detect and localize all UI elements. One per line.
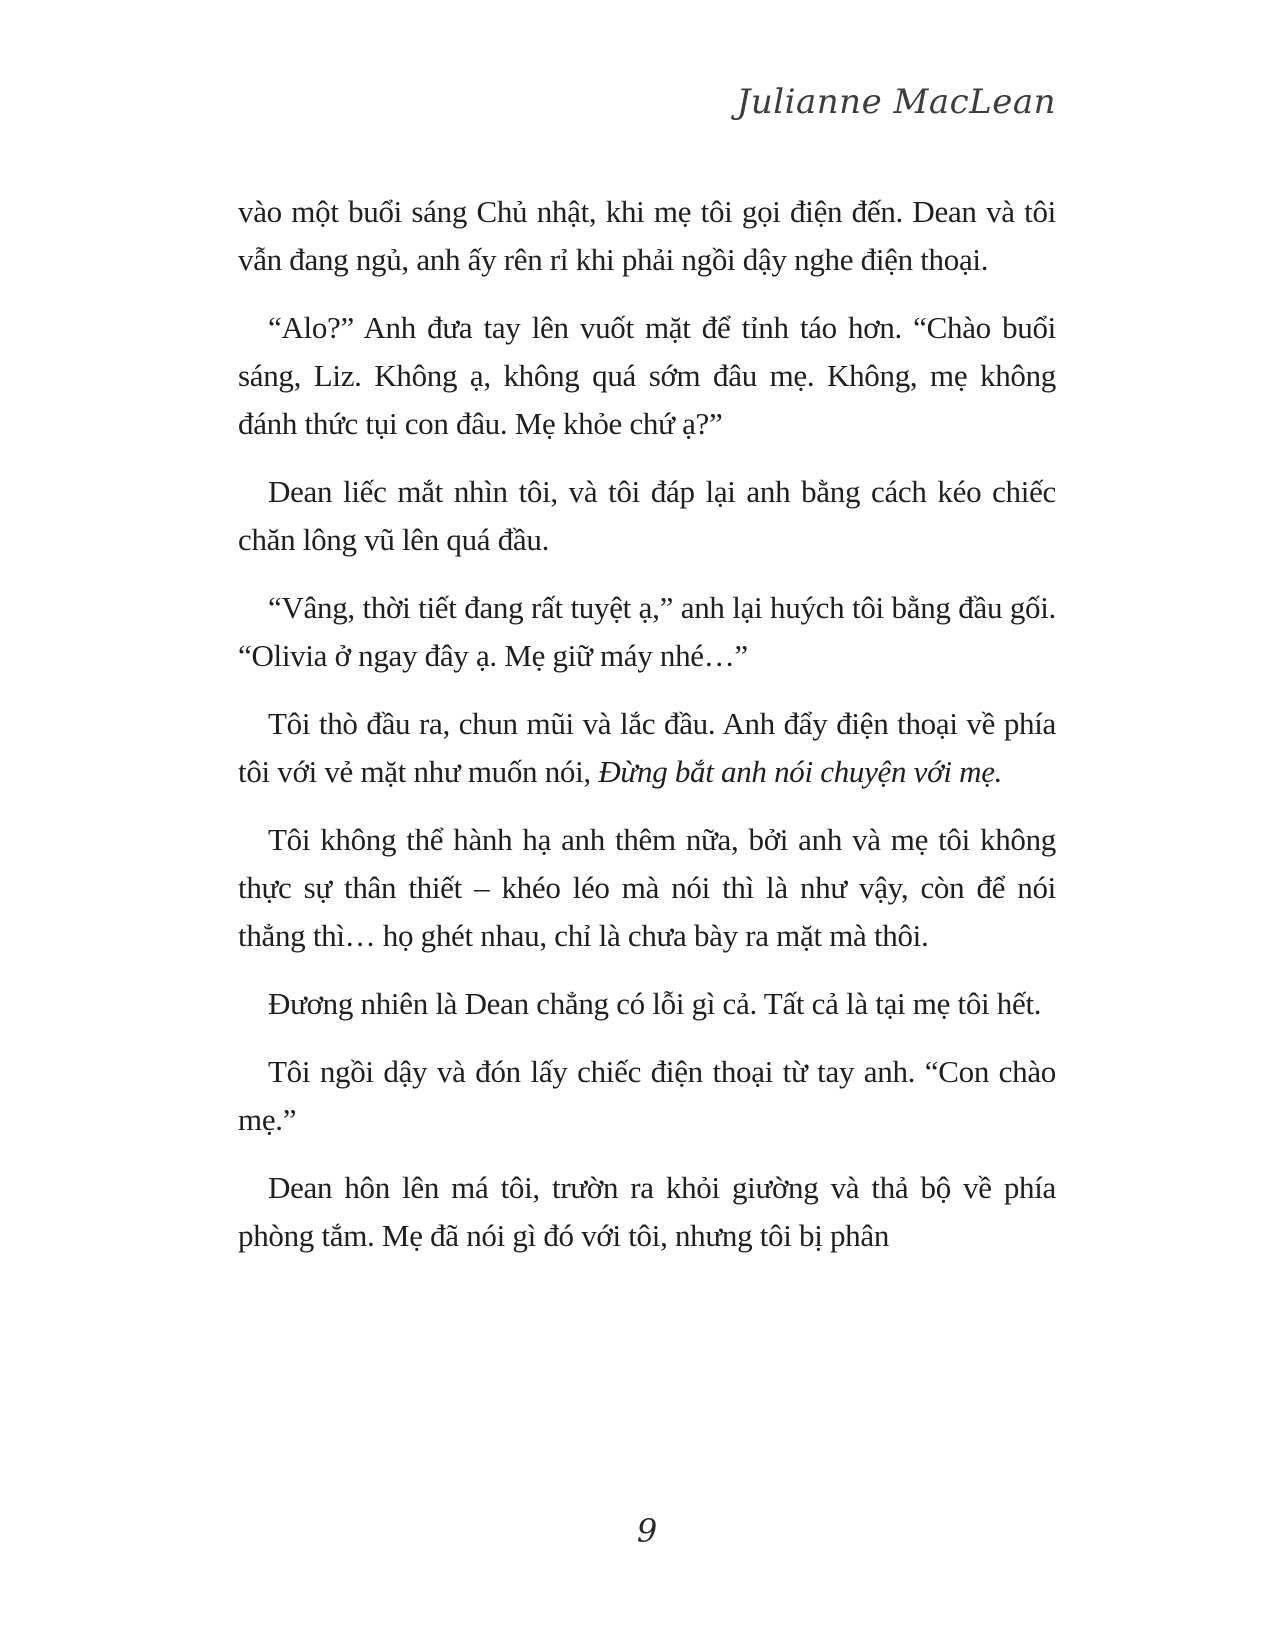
paragraph bbox=[238, 700, 1056, 796]
text-segment: “Vâng, thời tiết đang rất tuyệt ạ,” anh lại huých tôi bằng đầu gối. “Olivia ở ngay đây ạ. Mẹ giữ máy nhé…” bbox=[238, 590, 1056, 673]
page-footer bbox=[238, 1512, 1056, 1550]
paragraph bbox=[238, 304, 1056, 448]
paragraph bbox=[238, 584, 1056, 680]
text-segment: Dean hôn lên má tôi, trườn ra khỏi giường và thả bộ về phía phòng tắm. Mẹ đã nói gì đó với tôi, nhưng tôi bị phân bbox=[238, 1170, 1056, 1253]
paragraph bbox=[238, 816, 1056, 960]
paragraph bbox=[238, 1164, 1056, 1260]
text-segment: vào một buổi sáng Chủ nhật, khi mẹ tôi gọi điện đến. Dean và tôi vẫn đang ngủ, anh ấy rên rỉ khi phải ngồi dậy nghe điện thoại. bbox=[238, 194, 1056, 277]
text-segment: Tôi ngồi dậy và đón lấy chiếc điện thoại từ tay anh. “Con chào mẹ.” bbox=[238, 1054, 1056, 1137]
running-head-author: Julianne MacLean bbox=[736, 82, 1056, 122]
text-segment: Tôi không thể hành hạ anh thêm nữa, bởi anh và mẹ tôi không thực sự thân thiết – khéo léo mà nói thì là như vậy, còn để nói thẳng thì… họ ghét nhau, chỉ là chưa bày ra mặt mà thôi. bbox=[238, 822, 1056, 953]
text-segment: “Alo?” Anh đưa tay lên vuốt mặt để tỉnh táo hơn. “Chào buổi sáng, Liz. Không ạ, không quá sớm đâu mẹ. Không, mẹ không đánh thức tụi con đâu. Mẹ khỏe chứ ạ?” bbox=[238, 310, 1056, 441]
text-segment: Dean liếc mắt nhìn tôi, và tôi đáp lại anh bằng cách kéo chiếc chăn lông vũ lên quá đầu. bbox=[238, 474, 1056, 557]
body-text bbox=[238, 188, 1056, 1280]
paragraph bbox=[238, 980, 1056, 1028]
paragraph bbox=[238, 188, 1056, 284]
text-segment: Đương nhiên là Dean chẳng có lỗi gì cả. Tất cả là tại mẹ tôi hết. bbox=[268, 986, 1042, 1021]
text-segment-italic: Đừng bắt anh nói chuyện với mẹ. bbox=[598, 754, 1003, 789]
paragraph bbox=[238, 1048, 1056, 1144]
page-number: 9 bbox=[636, 1512, 658, 1550]
page-header bbox=[238, 82, 1056, 122]
paragraph bbox=[238, 468, 1056, 564]
text-segment: Tôi thò đầu ra, chun mũi và lắc đầu. Anh đẩy điện thoại về phía tôi với vẻ mặt như muốn nói, bbox=[238, 706, 1056, 789]
